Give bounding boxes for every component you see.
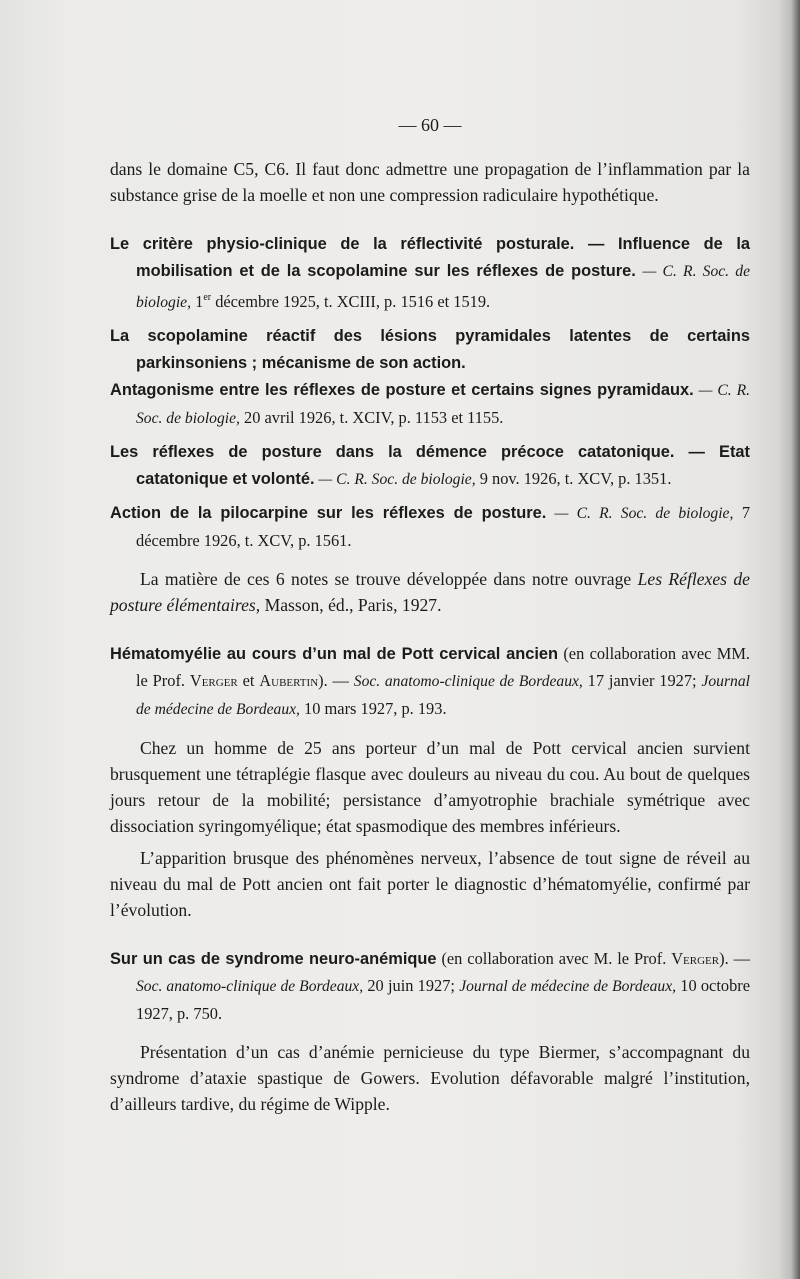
entry-title: Antagonisme entre les réflexes de posture et certains signes pyramidaux. [110, 380, 694, 399]
bibliography-entry-scopolamine [110, 322, 750, 376]
author-name: Verger [671, 948, 720, 968]
entry-date-sup: er [203, 292, 212, 303]
entry-title: Le critère physio-clinique de la réflectivité posturale. — Influence de la mobilisation et de la scopolamine sur les réflexes de posture. [110, 235, 750, 280]
entry-reference: — C. R. Soc. de biologie, [136, 263, 750, 311]
ouvrage-publisher: Masson, éd., Paris, 1927. [260, 594, 442, 615]
page-number: — 60 — [398, 115, 462, 135]
entry-details: décembre 1925, t. XCIII, p. 1516 et 1519. [211, 291, 491, 311]
bibliography-entry-posturale [110, 230, 750, 316]
entry-reference: Journal de médecine de Bordeaux, [459, 977, 677, 995]
entry-details: 10 mars 1927, p. 193. [299, 698, 447, 718]
bibliography-entry-antagonisme [110, 376, 750, 432]
entry-connector: ). — [318, 670, 354, 690]
entry-details: 20 avril 1926, t. XCIV, p. 1153 et 1155. [239, 407, 504, 427]
entry-date-day: 1 [191, 291, 204, 311]
entry-details: 17 janvier 1927; [582, 670, 702, 690]
entry-details: 20 juin 1927; [363, 975, 460, 995]
entry-title: La scopolamine réactif des lésions pyramidales latentes de certains parkinsoniens ; mécanisme de son action. [110, 326, 750, 372]
entry-reference: Journal de médecine de Bordeaux, [136, 672, 750, 718]
paragraph-ouvrage [110, 566, 750, 618]
entry-title: Action de la pilocarpine sur les réflexes de posture. [110, 503, 547, 522]
entry-details: 10 octobre 1927, p. 750. [136, 975, 750, 1023]
ouvrage-title: Les Réflexes de posture élémentaires, [110, 568, 750, 615]
entry-collab: (en collaboration avec M. le Prof. [436, 948, 672, 968]
entry-title: Sur un cas de syndrome neuro-anémique [110, 949, 437, 968]
entry-title: Les réflexes de posture dans la démence précoce catatonique. — Etat catatonique et volonté. [110, 442, 750, 488]
bibliography-entry-hematomyelie [110, 640, 750, 723]
entry-connector: et [237, 670, 260, 690]
entry-title: Hématomyélie au cours d’un mal de Pott cervical ancien [110, 644, 558, 663]
page-content [110, 112, 750, 1117]
entry-details: 7 décembre 1926, t. XCV, p. 1561. [136, 502, 751, 550]
bibliography-entry-pilocarpine [110, 499, 750, 554]
paragraph-continuation: dans le domaine C5, C6. Il faut donc admettre une propagation de l’inflammation par la substance grise de la moelle et non une compression radiculaire hypothétique. [110, 159, 750, 205]
entry-reference: Soc. anatomo-clinique de Bordeaux, [136, 977, 364, 995]
page-edge-shadow [778, 0, 800, 1279]
entry-reference: — C. R. Soc. de biologie, [546, 504, 734, 522]
bibliography-entry-neuro-anemique [110, 945, 750, 1027]
entry-reference: — C. R. Soc. de biologie, [136, 381, 750, 427]
entry-collab: (en collaboration avec MM. le Prof. [136, 643, 750, 690]
paragraph-diagnosis: L’apparition brusque des phénomènes nerveux, l’absence de tout signe de réveil au niveau du mal de Pott ancien ont fait porter le diagnostic d’hématomyélie, confirmé par l’évolution. [110, 847, 750, 920]
entry-reference: Soc. anatomo-clinique de Bordeaux, [353, 672, 583, 690]
paragraph-presentation: Présentation d’un cas d’anémie pernicieuse du type Biermer, s’accompagnant du syndrome d’ataxie spastique de Gowers. Evolution défavorable malgré l’institution, d’ailleurs tardive, du régime de Wipple. [110, 1041, 750, 1114]
entry-connector: ). — [719, 948, 750, 968]
author-name: Aubertin [259, 670, 319, 690]
bibliography-entry-catatonique [110, 438, 750, 493]
entry-reference: — C. R. Soc. de biologie, [314, 470, 476, 488]
ouvrage-text: La matière de ces 6 notes se trouve développée dans notre ouvrage [140, 568, 638, 589]
entry-details: 9 nov. 1926, t. XCV, p. 1351. [475, 468, 672, 488]
author-name: Verger [189, 670, 238, 690]
paragraph-case-description: Chez un homme de 25 ans porteur d’un mal de Pott cervical ancien survient brusquement une tétraplégie flasque avec douleurs au niveau du cou. Au bout de quelques jours retour de la mobilité; persistance d’amyotrophie brachiale symétrique avec dissociation syringomyélique; état spasmodique des membres inférieurs. [110, 737, 750, 836]
